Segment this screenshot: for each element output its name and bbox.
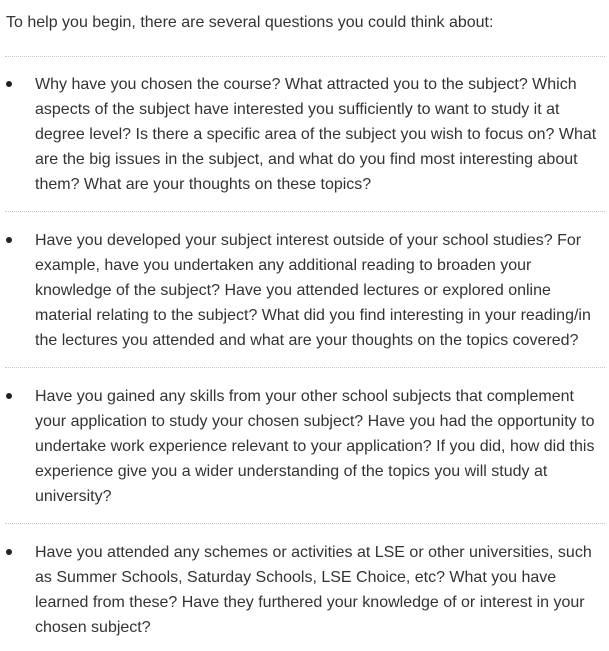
divider <box>5 56 605 57</box>
bullet-icon <box>6 393 12 399</box>
list-item-text: Have you gained any skills from your other school subjects that complement your application to study your chosen subject? Have you had the opportunity to undertake work experience relevant to your application? If you did, how did this experience give you a wider understanding of the topics you will study at university? <box>35 388 595 505</box>
list-item-text: Have you developed your subject interest outside of your school studies? For example, have you undertaken any additional reading to broaden your knowledge of the subject? Have you attended lectures or explored online material relating to the subject? What did you find interesting in your reading/in the lectures you attended and what are your thoughts on the topics covered? <box>35 232 591 349</box>
list-item-text: Why have you chosen the course? What attracted you to the subject? Which aspects of the subject have interested you sufficiently to want to study it at degree level? Is there a specific area of the subject you wish to focus on? What are the big issues in the subject, and what do you find most interesting about them? What are your thoughts on these topics? <box>35 76 597 193</box>
list-item-text: Have you attended any schemes or activities at LSE or other universities, such as Summer Schools, Saturday Schools, LSE Choice, etc? What you have learned from these? Have they furthered your knowledge of or interest in your chosen subject? <box>35 544 592 636</box>
bullet-icon <box>6 237 12 243</box>
divider <box>5 523 605 524</box>
divider <box>5 211 605 212</box>
intro-text: To help you begin, there are several questions you could think about: <box>6 14 494 31</box>
bullet-icon <box>6 549 12 555</box>
divider <box>5 367 605 368</box>
bullet-icon <box>6 81 12 87</box>
